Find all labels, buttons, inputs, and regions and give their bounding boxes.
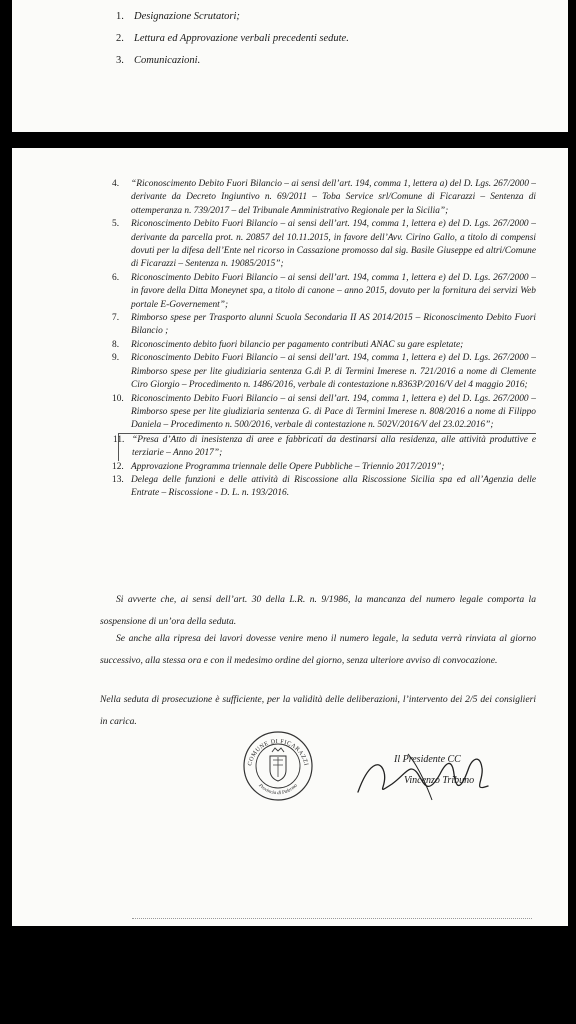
list-item: 12. Approvazione Programma triennale delle Opere Pubbliche – Triennio 2017/2019”; xyxy=(112,461,445,472)
page-top-fragment xyxy=(12,0,568,132)
list-item: 4. “Riconoscimento Debito Fuori Bilancio – ai sensi dell’art. 194, comma 1, lettera a) del D. Lgs. 267/2000 – derivante da Decreto Ingiuntivo n. 69/2011 – Toba Service srl/Comune di Ficarazzi – Sentenza di ottemperanza n. 739/2017 – del Tribunale Amministrativo Regionale per la Sicilia”; xyxy=(112,179,536,216)
list-item: 7. Rimborso spese per Trasporto alunni Scuola Secondaria II AS 2014/2015 – Riconoscimento Debito Fuori Bilancio ; xyxy=(112,313,536,337)
municipal-seal-stamp xyxy=(242,730,314,802)
agenda-list xyxy=(112,178,536,501)
notice-paragraph-continuation: Nella seduta di prosecuzione è sufficiente, per la validità delle deliberazioni, l’intervento dei 2/5 dei consiglieri in carica. xyxy=(100,694,536,727)
signatory-name: Vincenzo Tribuno xyxy=(404,775,475,786)
list-item: 5. Riconoscimento Debito Fuori Bilancio – ai sensi dell’art. 194, comma 1, lettera e) del D. Lgs. 267/2000 – derivante da parcella prot. n. 20857 del 10.11.2015, in favore dell’Avv. Cirino Gallo, a titolo di compensi dovuti per la difesa dell’Ente nel ricorso in Cassazione promosso dal sig. Basile Giuseppe ed altri/Comune di Ficarazzi – Sentenza n. 19085/2015”; xyxy=(112,219,536,270)
preliminary-agenda-list xyxy=(116,6,349,72)
footer-divider xyxy=(132,918,532,919)
notice-paragraph-adjournment: Se anche alla ripresa dei lavori dovesse venire meno il numero legale, la seduta verrà rinviata al giorno successivo, alla stessa ora e con il medesimo ordine del giorno, senza ulteriore avviso di convocazione. xyxy=(100,633,536,666)
list-item: 9. Riconoscimento Debito Fuori Bilancio – ai sensi dell’art. 194, comma 1, lettera e) del D. Lgs. 267/2000 – Rimborso spese per lite giudiziaria sentenza G.di P. di Termini Imerese n. 721/2016 a nome di Clemente Ciro Giorgio – Procedimento n. 1486/2016, verbale di contestazione n.8363P/2016/V del 4 maggio 2016; xyxy=(112,353,536,391)
list-item: 11. “Presa d’Atto di inesistenza di aree e fabbricati da destinarsi alla residenza, alle attività produttive e terziarie – Anno 2017”; xyxy=(118,433,536,461)
svg-text:COMUNE DI FICARAZZI: COMUNE DI FICARAZZI xyxy=(247,738,309,767)
list-item: 8. Riconoscimento debito fuori bilancio per pagamento contributi ANAC su gare espletate; xyxy=(112,339,464,350)
signatory-title: Il Presidente CC xyxy=(394,754,461,765)
list-item: 2. Lettura ed Approvazione verbali precedenti sedute. xyxy=(116,33,349,44)
svg-text:Provincia di Palermo: Provincia di Palermo xyxy=(257,783,299,797)
list-item: 3. Comunicazioni. xyxy=(116,55,201,66)
list-item: 10. Riconoscimento Debito Fuori Bilancio – ai sensi dell’art. 194, comma 1, lettera e) del D. Lgs. 267/2000 – Rimborso spese per lite giudiziaria sentenza G. di Pace di Termini Imerese n. 808/2016 a nome di Filippo Daniela – Procedimento n. 500/2016, verbale di contestazione n. 502V/2016/V del 23.02.2016”; xyxy=(112,393,536,431)
page-main xyxy=(12,148,568,926)
notice-paragraph-quorum: Si avverte che, ai sensi dell’art. 30 della L.R. n. 9/1986, la mancanza del numero legale comporta la sospensione di un’ora della seduta. xyxy=(100,594,536,627)
list-item: 6. Riconoscimento Debito Fuori Bilancio – ai sensi dell’art. 194, comma 1, lettera e) del D. Lgs. 267/2000 – in favore della Ditta Moneynet spa, a titolo di canone – anno 2015, dovuto per la fornitura dei servizi Web portale E-Governement”; xyxy=(112,272,536,310)
list-item: 1. Designazione Scrutatori; xyxy=(116,11,240,22)
list-item: 13. Delega delle funzioni e delle attività di Riscossione alla Riscossione Sicilia spa ed all’Agenzia delle Entrate – Riscossione - D. L. n. 193/2016. xyxy=(112,474,536,499)
